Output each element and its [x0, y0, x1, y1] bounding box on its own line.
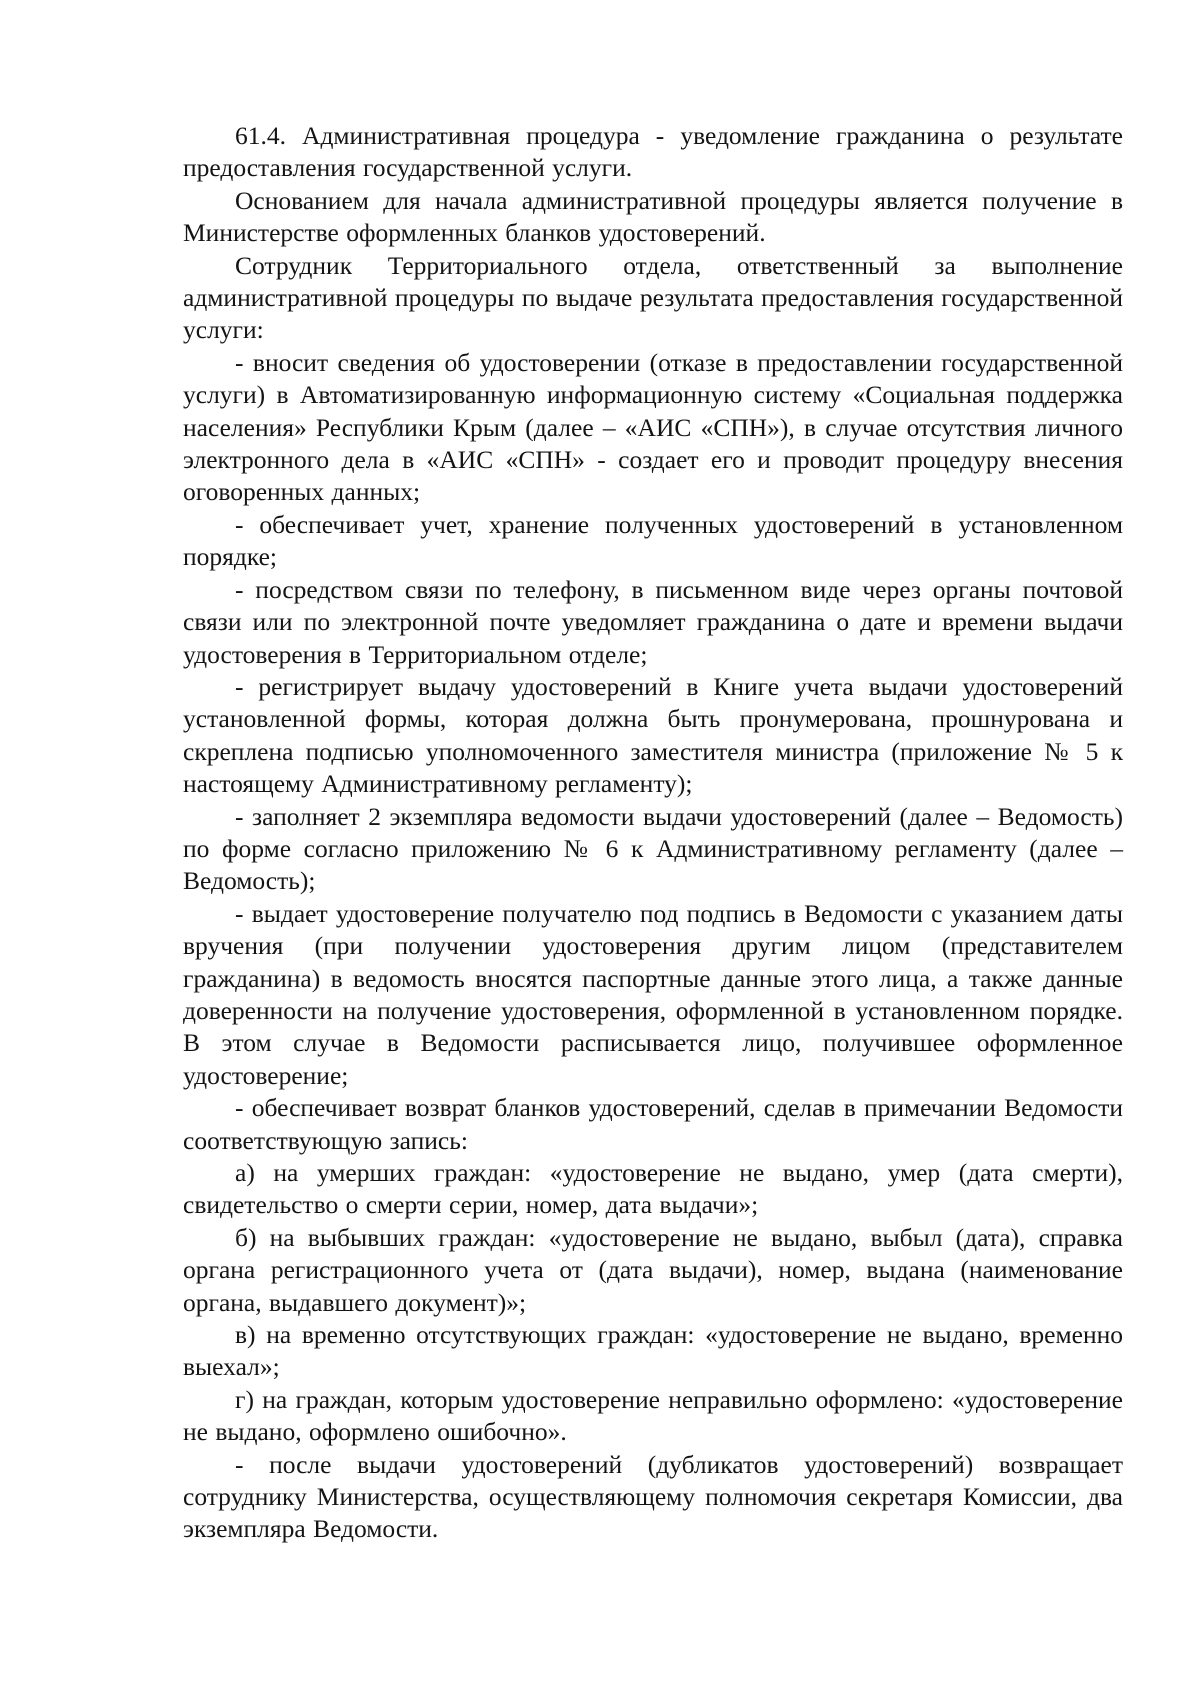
paragraph-duty-notify: - посредством связи по телефону, в письменном виде через органы почтовой связи или по электронной почте уведомляет гражданина о дате и времени выдачи удостоверения в Территориальном отделе; — [183, 574, 1123, 669]
paragraph-basis: Основанием для начала административной процедуры является получение в Министерстве оформленных бланков удостоверений. — [183, 185, 1123, 248]
paragraph-section-heading: 61.4. Административная процедура - уведомление гражданина о результате предоставления государственной услуги. — [183, 121, 1123, 183]
paragraph-duty-fill-statement: - заполняет 2 экземпляра ведомости выдачи удостоверений (далее – Ведомость) по форме согласно приложению № 6 к Административному регламенту (далее – Ведомость); — [183, 801, 1123, 896]
document-body — [183, 120, 1123, 1546]
paragraph-duty-register: - регистрирует выдачу удостоверений в Книге учета выдачи удостоверений установленной формы, которая должна быть пронумерована, прошнурована и скреплена подписью уполномоченного заместителя министра (приложение № 5 к настоящему Административному регламенту); — [183, 671, 1123, 799]
paragraph-item-v: в) на временно отсутствующих граждан: «удостоверение не выдано, временно выехал»; — [183, 1320, 1123, 1382]
paragraph-item-b: б) на выбывших граждан: «удостоверение не выдано, выбыл (дата), справка органа регистрационного учета от (дата выдачи), номер, выдана (наименование органа, выдавшего документ)»; — [183, 1222, 1123, 1317]
paragraph-duty-issue: - выдает удостоверение получателю под подпись в Ведомости с указанием даты вручения (при получении удостоверения другим лицом (представителем гражданина) в ведомость вносятся паспортные данные этого лица, а также данные доверенности на получение удостоверения, оформленной в установленном порядке. В этом случае в Ведомости расписывается лицо, получившее оформленное удостоверение; — [183, 898, 1123, 1090]
paragraph-duty-enter-data: - вносит сведения об удостоверении (отказе в предоставлении государственной услуги) в Автоматизированную информационную систему «Социальная поддержка населения» Республики Крым (далее – «АИС «СПН»), в случае отсутствия личного электронного дела в «АИС «СПН» - создает его и проводит процедуру внесения оговоренных данных; — [183, 347, 1123, 507]
paragraph-employee-duties-intro: Сотрудник Территориального отдела, ответственный за выполнение административной процедуры по выдаче результата предоставления государственной услуги: — [183, 250, 1123, 345]
paragraph-duty-return-blanks: - обеспечивает возврат бланков удостоверений, сделав в примечании Ведомости соответствующую запись: — [183, 1093, 1123, 1155]
paragraph-item-g: г) на граждан, которым удостоверение неправильно оформлено: «удостоверение не выдано, оформлено ошибочно». — [183, 1384, 1123, 1447]
paragraph-duty-return-statement: - после выдачи удостоверений (дубликатов удостоверений) возвращает сотруднику Министерства, осуществляющему полномочия секретаря Комиссии, два экземпляра Ведомости. — [183, 1449, 1123, 1544]
paragraph-duty-storage: - обеспечивает учет, хранение полученных удостоверений в установленном порядке; — [183, 509, 1123, 572]
paragraph-item-a: а) на умерших граждан: «удостоверение не выдано, умер (дата смерти), свидетельство о смерти серии, номер, дата выдачи»; — [183, 1158, 1123, 1220]
